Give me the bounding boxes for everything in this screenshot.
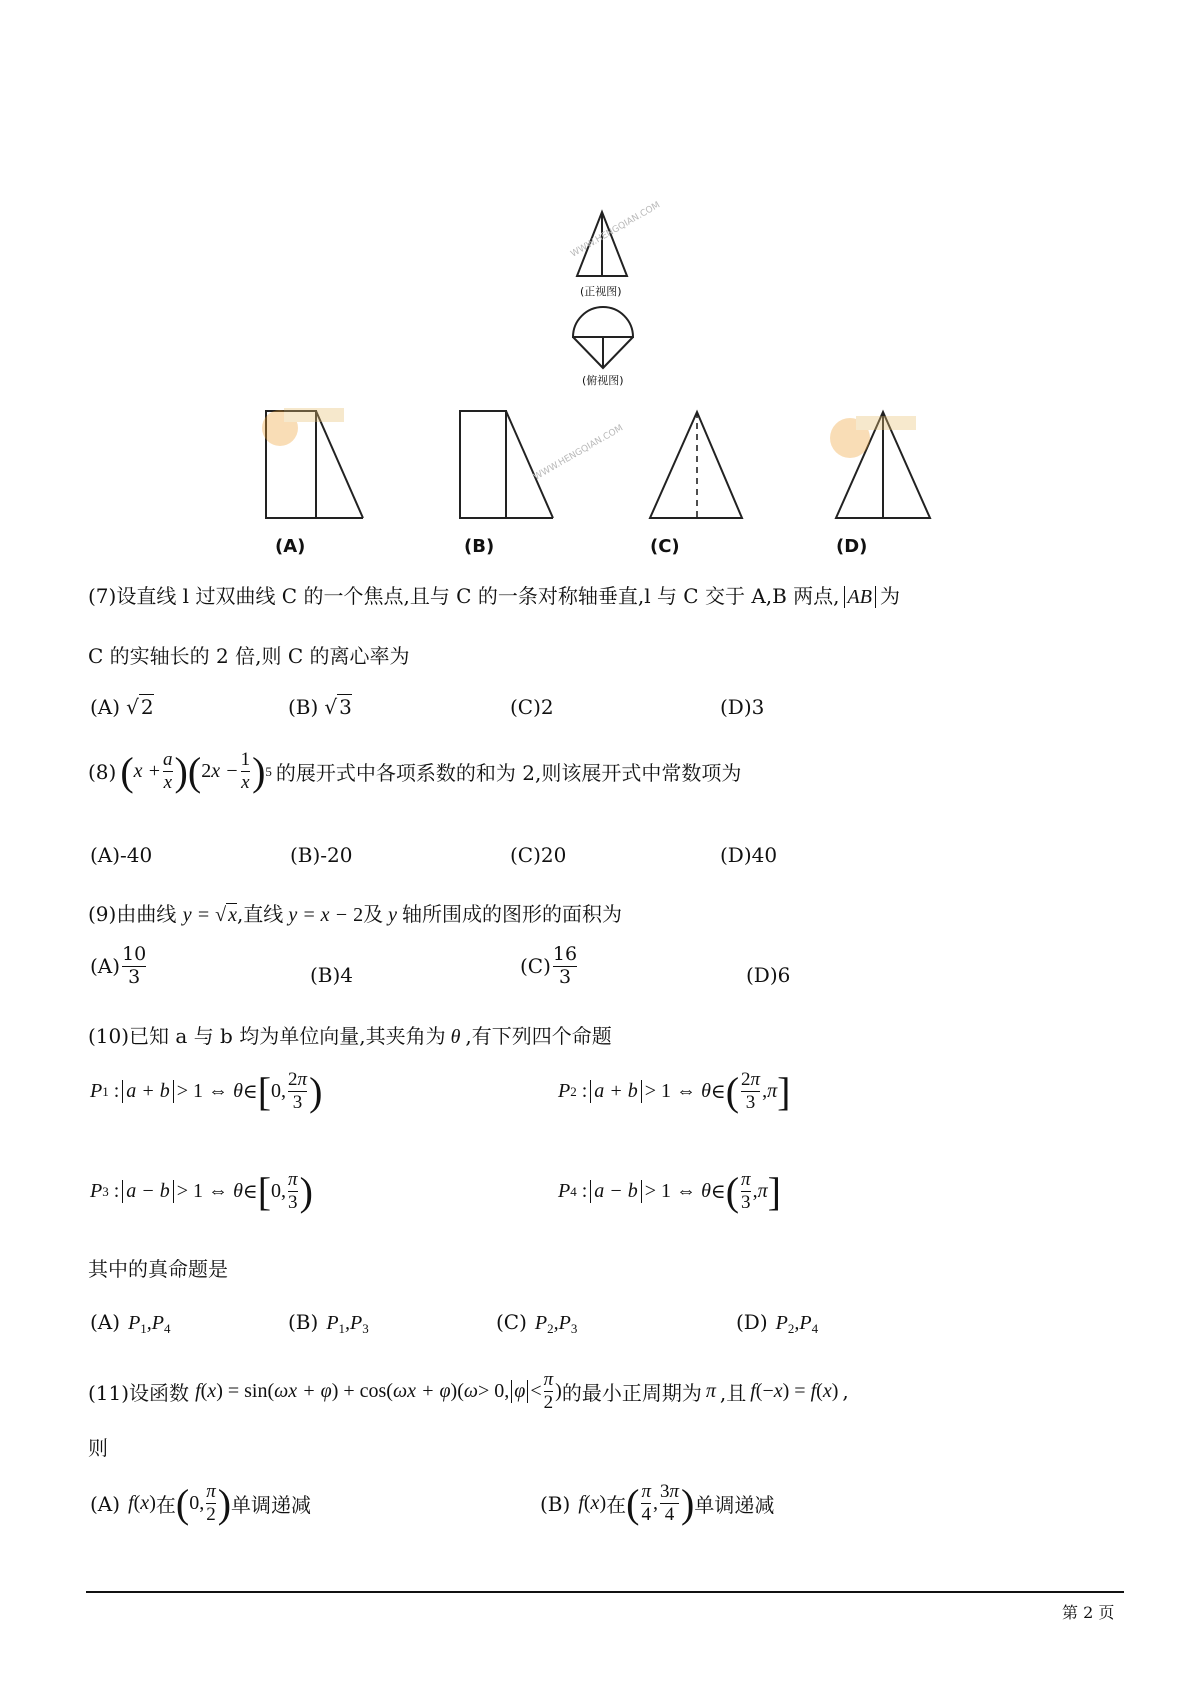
q9-c-frac: $\frac{16}{3}$ (552, 943, 578, 988)
question-9: (9)由曲线 y = √ x,直线 y = x − 2及 y 轴所围成的图形的面积为 (88, 902, 622, 926)
proposition-p4: P 4 : a − b > 1 ⇔ θ ∈ ( $\frac{\pi}{3}$ , π ] (558, 1169, 781, 1214)
q9-option-a: (A) $\frac{10}{3}$ (90, 943, 147, 988)
q10-option-b: (B) $P_1,P_3$ (288, 1310, 369, 1336)
q7-option-d: (D)3 (720, 695, 765, 719)
q8-option-b: (B)-20 (290, 843, 353, 867)
q8-num: (8) (88, 759, 117, 784)
q8-text: 的展开式中各项系数的和为 2,则该展开式中常数项为 (275, 761, 742, 785)
question-10: (10)已知 a 与 b 均为单位向量,其夹角为 θ ,有下列四个命题 (88, 1024, 612, 1048)
watermark-text: WWW.HENGQIAN.COM (569, 200, 663, 260)
footer-rule (86, 1591, 1124, 1593)
q7-math-ab: AB (844, 586, 876, 608)
q10-option-c: (C) $P_2,P_3$ (496, 1310, 578, 1336)
question-8 (88, 748, 741, 795)
q10-option-d: (D) $P_2,P_4$ (736, 1310, 819, 1336)
q11-formula: f ( x ) = sin( ωx + φ ) + cos( ωx + φ )( ω > 0, φ < $\frac{\pi}{2}$ ) (195, 1369, 562, 1413)
q7-option-c: (C)2 (510, 695, 554, 719)
question-11: (11)设函数 f ( x ) = sin( ωx + φ ) + cos( ωx + φ )( ω > 0, φ < $\frac{\pi}{2}$ ) 的最小正周期为 π ,且 f(−x) = f(x) , (88, 1369, 849, 1413)
q9-curve: y = √ x (182, 904, 237, 926)
figure-option-label: (C) (650, 536, 680, 557)
q8-option-c: (C)20 (510, 843, 567, 867)
figure-option-label: (B) (464, 536, 495, 557)
q10-option-a: (A) $P_1,P_4$ (90, 1310, 171, 1336)
question-11-line2: 则 (88, 1436, 108, 1460)
figure-option-label: (D) (836, 536, 868, 557)
proposition-p3: P 3 : a − b > 1 ⇔ θ ∈ [ 0, $\frac{\pi}{3}$ ) (90, 1169, 313, 1214)
figure-option-label: (A) (275, 536, 306, 557)
q11-even: f(−x) = f(x) (750, 1379, 839, 1402)
page-number: 第 2 页 (1062, 1603, 1115, 1622)
option-b-shape (460, 411, 553, 518)
front-view-label: (正视图) (580, 285, 622, 298)
q8-option-d: (D)40 (720, 843, 778, 867)
proposition-p1: P 1 : a + b > 1 ⇔ θ ∈ [ 0, $\frac{2\pi}{3}$ ) (90, 1069, 323, 1114)
top-view (573, 307, 633, 368)
q9-a-frac: $\frac{10}{3}$ (122, 943, 147, 988)
question-7-line2: C 的实轴长的 2 倍,则 C 的离心率为 (88, 644, 410, 668)
q7-option-a: (A) √ 2 (90, 695, 154, 719)
q8-formula: ( x + $\frac{a}{x}$ ) ( 2 x − $\frac{1}{x}$ ) 5 (120, 749, 272, 794)
question-7-line1 (88, 580, 900, 609)
q11-option-a: (A) f(x) 在 ( 0, $\frac{\pi}{2}$ ) 单调递减 (90, 1481, 312, 1526)
q10-conclusion: 其中的真命题是 (88, 1257, 228, 1281)
top-view-label: (俯视图) (582, 374, 624, 387)
q7-option-b: (B) √ 3 (288, 695, 352, 719)
q8-option-a: (A)-40 (90, 843, 153, 867)
q11-option-b: (B) f(x) 在 ( $\frac{\pi}{4}$ , $\frac{3\pi}{4}$ ) 单调递减 (540, 1481, 775, 1526)
q7-text: (7)设直线 l 过双曲线 C 的一个焦点,且与 C 的一条对称轴垂直,l 与 C 交于 A,B 两点, (88, 584, 840, 608)
q9-option-b: (B)4 (310, 963, 354, 987)
q9-option-d: (D)6 (746, 963, 791, 987)
proposition-p2: P 2 : a + b > 1 ⇔ θ ∈ ( $\frac{2\pi}{3}$ , π ] (558, 1069, 791, 1114)
q7-text-end: 为 (879, 584, 900, 608)
q9-option-c: (C) $\frac{16}{3}$ (520, 943, 578, 988)
watermark-text: WWW.HENGQIAN.COM (532, 423, 626, 483)
q9-line: y = x − 2 (283, 904, 364, 926)
option-c-shape (650, 412, 742, 518)
